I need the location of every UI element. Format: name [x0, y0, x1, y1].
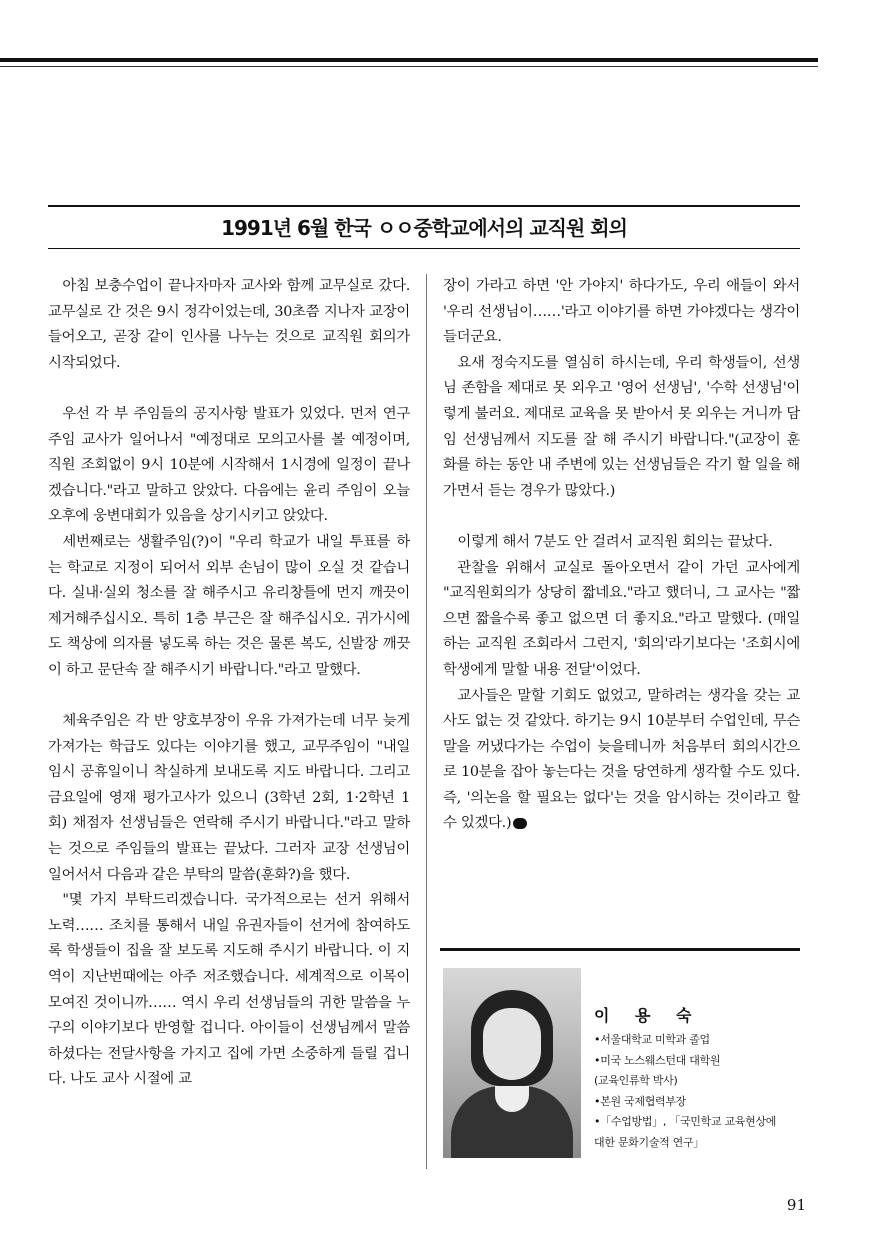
end-mark-icon: [513, 818, 527, 829]
paragraph: 요새 정숙지도를 열심히 하시는데, 우리 학생들이, 선생님 존함을 제대로 못 외우고 '영어 선생님', '수학 선생님'이렇게 불러요. 제대로 교육을 못 받아서 못 외우는 거니까 담임 선생님께서 지도를 잘 해 주시기 바랍니다."(교장이 훈화를 하는 동안 내 주변에 있는 선생님들은 각기 할 일을 해 가면서 듣는 경우가 많았다.): [443, 354, 800, 499]
title-rule-bottom: [48, 248, 800, 249]
title-rule-top: [48, 205, 800, 207]
header-rule-thick: [0, 58, 818, 62]
right-column: [443, 274, 800, 837]
bio-item: 대한 문화기술적 연구」: [594, 1135, 705, 1149]
bio-item: •서울대학교 미학과 졸업: [594, 1033, 710, 1046]
author-name: 이 용 숙: [594, 1006, 702, 1025]
paragraph: 우선 각 부 주임들의 공지사항 발표가 있었다. 먼저 연구주임 교사가 일어나서 "예정대로 모의고사를 볼 예정이며, 직원 조회없이 9시 10분에 시작해서 1시경에 일정이 끝나겠습니다."라고 말하고 앉았다. 다음에는 윤리 주임이 오늘 오후에 웅변대회가 있음을 상기시키고 앉았다.: [48, 405, 410, 525]
paragraph: 체육주임은 각 반 양호부장이 우유 가져가는데 너무 늦게 가져가는 학급도 있다는 이야기를 했고, 교무주임이 "내일 임시 공휴일이니 착실하게 보내도록 지도 바랍니다. 그리고 금요일에 영재 평가고사가 있으니 (3학년 2회, 1·2학년 1회) 채점자 선생님들은 연락해 주시기 바랍니다."라고 말하는 것으로 주임들의 발표는 끝났다. 그러자 교장 선생님이 일어서서 다음과 같은 부탁의 말씀(훈화?)을 했다.: [48, 713, 410, 883]
bio-rule: [440, 948, 800, 951]
bio-item: (교육인류학 박사): [594, 1074, 678, 1087]
column-divider: [426, 274, 427, 1169]
paragraph-last: [443, 684, 800, 838]
paragraph: 관찰을 위해서 교실로 돌아오면서 같이 가던 교사에게 "교직원회의가 상당히 짧네요."라고 했더니, 그 교사는 "짧으면 짧을수록 좋고 없으면 더 좋지요."라고 말했다. (매일 하는 교직원 조회라서 그런지, '회의'라기보다는 '조회시에 학생에게 말할 내용 전달'이었다.: [443, 559, 800, 678]
bio-item: •미국 노스웨스턴대 대학원: [594, 1053, 721, 1067]
paragraph-gap: [48, 376, 410, 402]
bio-item: •「수업방법」, 「국민학교 교육현상에: [594, 1115, 777, 1128]
paragraph: 이렇게 해서 7분도 안 걸려서 교직원 회의는 끝났다.: [457, 533, 773, 550]
author-photo: [443, 968, 581, 1158]
page-number: 91: [786, 1196, 806, 1214]
paragraph: 교사들은 말할 기회도 없었고, 말하려는 생각을 갖는 교사도 없는 것 같았다. 하기는 9시 10분부터 수업인데, 무슨 말을 꺼냈다가는 수업이 늦을테니까 처음부터 회의시간으로 10분을 잡아 놓는다는 것을 당연하게 생각할 수도 있다. 즉, '의논을 할 필요는 없다'는 것을 암시하는 것이라고 할 수 있겠다.): [443, 687, 800, 832]
paragraph-gap: [443, 504, 800, 530]
paragraph: 아침 보충수업이 끝나자마자 교사와 함께 교무실로 갔다. 교무실로 간 것은 9시 정각이었는데, 30초쯤 지나자 교장이 들어오고, 곧장 같이 인사를 나누는 것으로 교직원 회의가 시작되었다.: [48, 278, 410, 371]
paragraph: 세번째로는 생활주임(?)이 "우리 학교가 내일 투표를 하는 학교로 지정이 되어서 외부 손님이 많이 오실 것 같습니다. 실내·실외 청소를 잘 해주시고 유리창틀에 먼지 깨끗이 제거해주십시오. 특히 1층 부근은 잘 해주십시오. 귀가시에도 책상에 의자를 넣도록 하는 것은 물론 복도, 신발장 깨끗이 하고 문단속 잘 해주시기 바랍니다."라고 말했다.: [48, 533, 410, 678]
author-bio: [594, 1030, 804, 1153]
header-rule-thin: [0, 66, 818, 67]
paragraph-gap: [48, 684, 410, 710]
paragraph: "몇 가지 부탁드리겠습니다. 국가적으로는 선거 위해서 노력…… 조치를 통해서 내일 유권자들이 선거에 참여하도록 학생들이 집을 잘 보도록 지도해 주시기 바랍니다. 이 지역이 지난번때에는 아주 저조했습니다. 세계적으로 이목이 모여진 것이니까…… 역시 우리 선생님들의 귀한 말씀을 누구의 이야기보다 반영할 겁니다. 아이들이 선생님께서 말씀하셨다는 전달사항을 가지고 집에 가면 소중하게 들릴 겁니다. 나도 교사 시절에 교: [48, 892, 410, 1088]
bio-item: •본원 국제협력부장: [594, 1094, 686, 1108]
paragraph: 장이 가라고 하면 '안 가야지' 하다가도, 우리 애들이 와서 '우리 선생님이……'라고 이야기를 하면 가야겠다는 생각이 들더군요.: [443, 278, 800, 346]
article-title: 1991년 6월 한국 ㅇㅇ중학교에서의 교직원 회의: [221, 216, 627, 240]
left-column: [48, 274, 410, 1093]
